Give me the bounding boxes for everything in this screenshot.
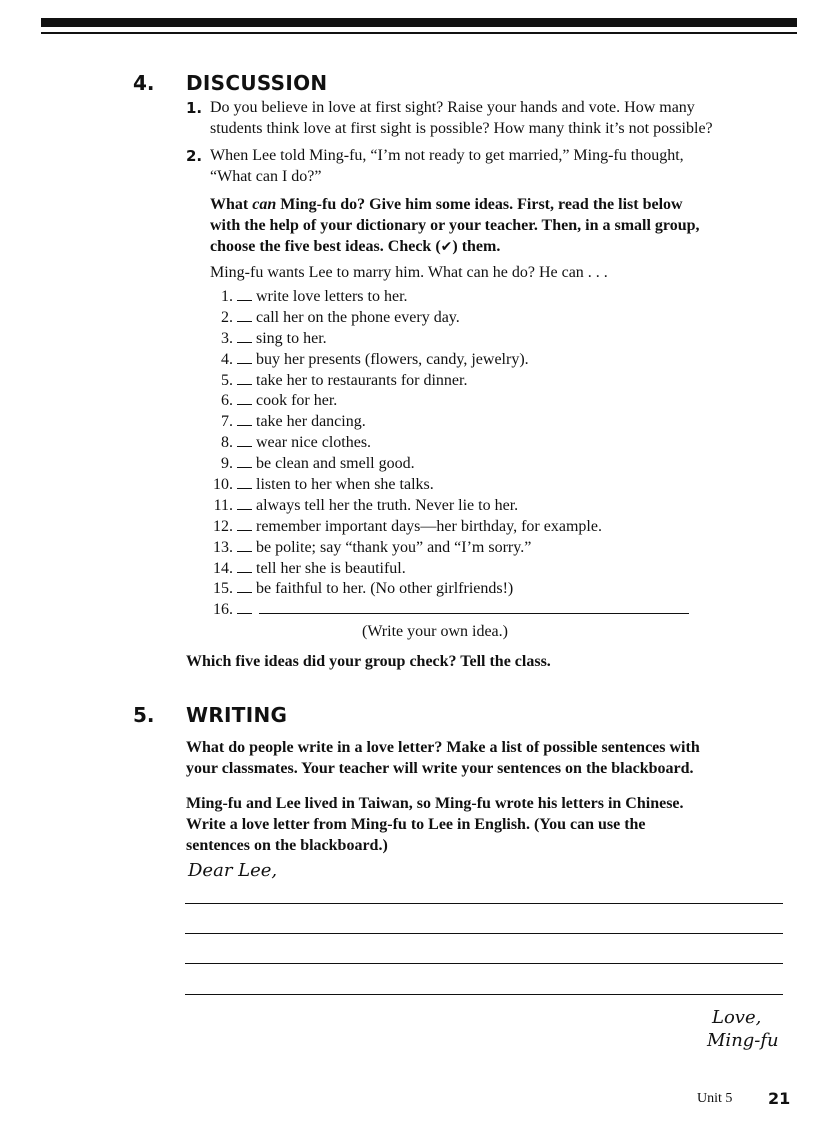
letter-salutation: Dear Lee, [188, 860, 278, 881]
header-rule-thin [41, 32, 797, 34]
list-item: 6. cook for her. [221, 392, 338, 410]
instruction-line-2: with the help of your dictionary or your teacher. Then, in a small group, [210, 217, 700, 234]
footer-unit: Unit 5 [697, 1091, 733, 1106]
checkbox-blank[interactable] [237, 286, 252, 301]
writing-paragraph-2-line-2: Write a love letter from Ming-fu to Lee in English. (You can use the [186, 816, 646, 833]
check-mark-icon: ✔ [440, 239, 453, 255]
list-item: 1. write love letters to her. [221, 288, 408, 305]
question-2-line-2: “What can I do?” [210, 168, 322, 185]
checkbox-blank[interactable] [237, 432, 252, 447]
checkbox-blank[interactable] [237, 558, 252, 573]
list-item: 4. buy her presents (flowers, candy, jewelry). [221, 350, 529, 368]
checkbox-blank[interactable] [237, 578, 252, 593]
own-idea-caption: (Write your own idea.) [362, 623, 508, 640]
list-item: 2. call her on the phone every day. [221, 308, 460, 326]
list-item: 3. sing to her. [221, 329, 327, 347]
lead-sentence: Ming-fu wants Lee to marry him. What can he do? He can . . . [210, 264, 608, 281]
header-rule-thick [41, 18, 797, 27]
checkbox-blank[interactable] [237, 537, 252, 552]
list-item: 9. be clean and smell good. [221, 455, 415, 473]
letter-writing-line[interactable] [185, 903, 783, 904]
list-item: 15. be faithful to her. (No other girlfriends!) [213, 580, 514, 598]
list-item: 5. take her to restaurants for dinner. [221, 371, 468, 389]
idea-checklist [196, 286, 716, 620]
writing-paragraph-2-line-3: sentences on the blackboard.) [186, 837, 388, 854]
writing-paragraph-1-line-1: What do people write in a love letter? Make a list of possible sentences with [186, 739, 700, 756]
list-item: 7. take her dancing. [221, 413, 366, 431]
section-title: WRITING [186, 703, 288, 727]
checkbox-blank[interactable] [237, 328, 252, 343]
writing-paragraph-2-line-1: Ming-fu and Lee lived in Taiwan, so Ming-fu wrote his letters in Chinese. [186, 795, 684, 812]
checkbox-blank[interactable] [237, 390, 252, 405]
list-item: 8. wear nice clothes. [221, 434, 372, 452]
closing-question: Which five ideas did your group check? Tell the class. [186, 653, 551, 670]
checkbox-blank[interactable] [237, 411, 252, 426]
question-number: 2. [186, 147, 203, 165]
section-title: DISCUSSION [186, 71, 328, 95]
letter-writing-line[interactable] [185, 963, 783, 964]
letter-signoff: Love, [712, 1007, 762, 1028]
list-item: 10. listen to her when she talks. [213, 476, 434, 494]
list-item: 13. be polite; say “thank you” and “I’m sorry.” [213, 538, 532, 556]
checkbox-blank[interactable] [237, 370, 252, 385]
section-number: 4. [133, 71, 155, 95]
list-item: 11. always tell her the truth. Never lie to her. [213, 496, 519, 514]
question-number: 1. [186, 99, 203, 117]
question-2-line-1: When Lee told Ming-fu, “I’m not ready to get married,” Ming-fu thought, [210, 147, 684, 164]
list-item: 14. tell her she is beautiful. [213, 559, 406, 577]
own-idea-input-line[interactable] [259, 599, 689, 614]
section-number: 5. [133, 703, 155, 727]
checkbox-blank[interactable] [237, 453, 252, 468]
page-number: 21 [768, 1089, 791, 1108]
checkbox-blank[interactable] [237, 599, 252, 614]
list-item: 12. remember important days—her birthday, for example. [213, 517, 602, 535]
question-1-line-1: Do you believe in love at first sight? Raise your hands and vote. How many [210, 99, 695, 116]
writing-paragraph-1-line-2: your classmates. Your teacher will write your sentences on the blackboard. [186, 760, 694, 777]
checkbox-blank[interactable] [237, 495, 252, 510]
question-1-line-2: students think love at first sight is possible? How many think it’s not possible? [210, 120, 713, 137]
instruction-line-1: What can Ming-fu do? Give him some ideas. First, read the list below [210, 196, 683, 213]
letter-writing-line[interactable] [185, 994, 783, 995]
checkbox-blank[interactable] [237, 474, 252, 489]
instruction-line-3: choose the five best ideas. Check (✔) them. [210, 238, 501, 255]
letter-writing-line[interactable] [185, 933, 783, 934]
list-item-own-idea: 16. [196, 599, 716, 620]
checkbox-blank[interactable] [237, 349, 252, 364]
checkbox-blank[interactable] [237, 307, 252, 322]
letter-signature: Ming-fu [707, 1030, 779, 1051]
checkbox-blank[interactable] [237, 516, 252, 531]
